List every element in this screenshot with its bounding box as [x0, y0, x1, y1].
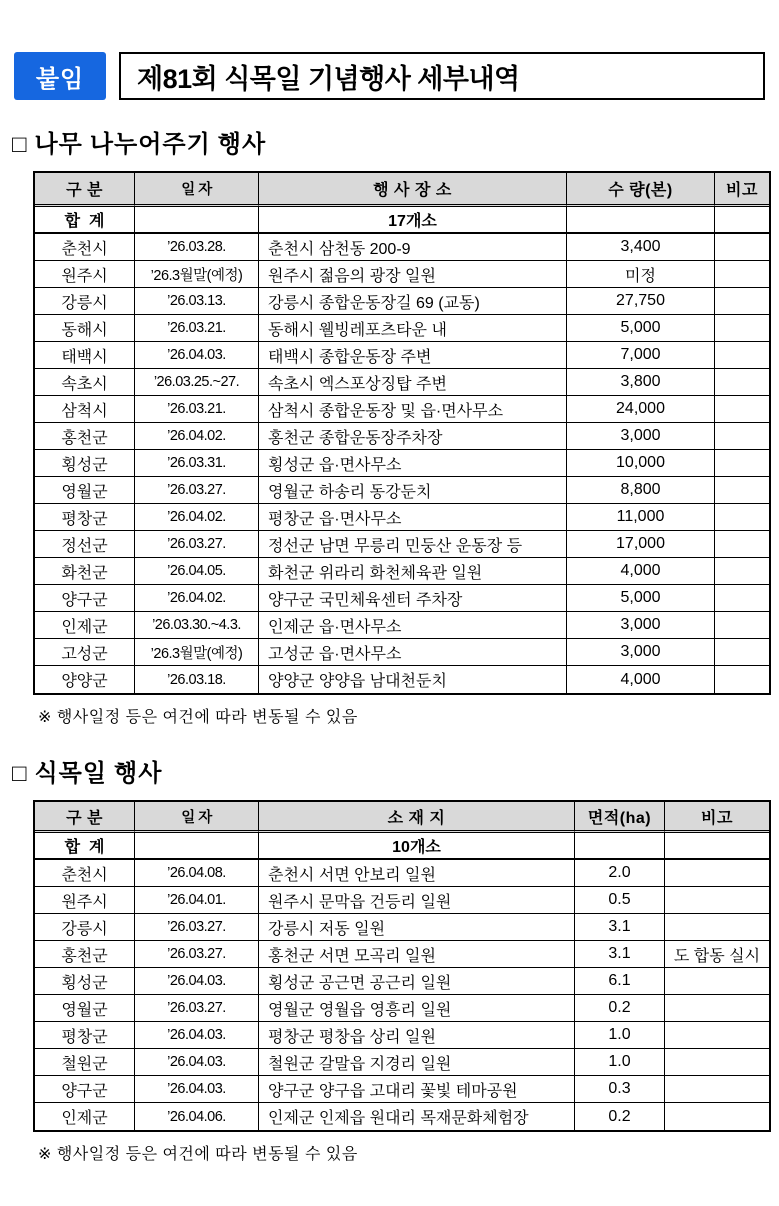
table-cell: 도 합동 실시 [665, 941, 769, 968]
summary-cell: 17개소 [259, 207, 567, 234]
table-cell: 횡성군 [35, 968, 135, 995]
table-cell [715, 477, 769, 504]
table-cell: 8,800 [567, 477, 715, 504]
table-cell: 정선군 [35, 531, 135, 558]
table-cell: 27,750 [567, 288, 715, 315]
table-cell: ’26.04.03. [135, 342, 259, 369]
table-cell: 6.1 [575, 968, 665, 995]
table-cell: 3.1 [575, 914, 665, 941]
table-cell: ’26.03.18. [135, 666, 259, 693]
table-cell [715, 261, 769, 288]
table-cell: 24,000 [567, 396, 715, 423]
table-cell: ’26.03.28. [135, 234, 259, 261]
column-header: 소 재 지 [259, 802, 575, 833]
table-cell [665, 860, 769, 887]
table-cell [665, 995, 769, 1022]
table-cell: ’26.04.05. [135, 558, 259, 585]
table-cell: 춘천시 [35, 860, 135, 887]
table-cell: 양구군 [35, 1076, 135, 1103]
attachment-badge: 붙임 [14, 52, 106, 100]
table-cell: 춘천시 서면 안보리 일원 [259, 860, 575, 887]
table-cell: ’26.03.13. [135, 288, 259, 315]
table-cell: 3.1 [575, 941, 665, 968]
table-cell: 3,400 [567, 234, 715, 261]
table-cell: 미정 [567, 261, 715, 288]
table-cell: 속초시 엑스포상징탑 주변 [259, 369, 567, 396]
table-cell: 평창군 [35, 504, 135, 531]
table-cell: 평창군 평창읍 상리 일원 [259, 1022, 575, 1049]
table-cell [715, 504, 769, 531]
footnote-arbor-day: ※ 행사일정 등은 여건에 따라 변동될 수 있음 [38, 1146, 358, 1163]
table-cell [715, 396, 769, 423]
table-cell: ’26.04.01. [135, 887, 259, 914]
table-cell: 화천군 위라리 화천체육관 일원 [259, 558, 567, 585]
column-header: 수 량(본) [567, 173, 715, 207]
section-tree-distribution [0, 124, 779, 727]
table-cell: 홍천군 [35, 941, 135, 968]
summary-cell [575, 833, 665, 860]
table-cell [715, 450, 769, 477]
table-cell: 3,000 [567, 423, 715, 450]
table-cell: 강릉시 [35, 914, 135, 941]
table-cell: 인제군 인제읍 원대리 목재문화체험장 [259, 1103, 575, 1130]
table-cell: 원주시 젊음의 광장 일원 [259, 261, 567, 288]
table-cell: 1.0 [575, 1022, 665, 1049]
table-cell: ’26.04.02. [135, 504, 259, 531]
document-header [14, 52, 765, 100]
table-cell: 평창군 읍·면사무소 [259, 504, 567, 531]
table-cell: 인제군 읍·면사무소 [259, 612, 567, 639]
table-cell [665, 968, 769, 995]
table-cell: 태백시 종합운동장 주변 [259, 342, 567, 369]
table-cell: 동해시 웰빙레포츠타운 내 [259, 315, 567, 342]
table-cell: 4,000 [567, 558, 715, 585]
section-heading-arbor-day: □ 식목일 행사 [12, 761, 163, 787]
table-cell [665, 1022, 769, 1049]
table-cell: 7,000 [567, 342, 715, 369]
column-header: 면적(ha) [575, 802, 665, 833]
table-cell [715, 585, 769, 612]
table-cell: 횡성군 읍·면사무소 [259, 450, 567, 477]
table-cell: ’26.04.03. [135, 968, 259, 995]
table-cell [715, 558, 769, 585]
table-cell: 영월군 [35, 477, 135, 504]
column-header: 비고 [665, 802, 769, 833]
table-cell: 3,000 [567, 639, 715, 666]
table-cell: 횡성군 [35, 450, 135, 477]
table-cell: 0.2 [575, 1103, 665, 1130]
table-cell [715, 369, 769, 396]
table-cell: ’26.03.27. [135, 914, 259, 941]
table-cell [715, 342, 769, 369]
summary-cell [715, 207, 769, 234]
table-cell: 철원군 갈말읍 지경리 일원 [259, 1049, 575, 1076]
table-cell: ’26.03.27. [135, 531, 259, 558]
table-cell: 원주시 [35, 261, 135, 288]
table-cell [715, 666, 769, 693]
column-header: 일 자 [135, 802, 259, 833]
table-cell: 0.2 [575, 995, 665, 1022]
table-cell: 강릉시 저동 일원 [259, 914, 575, 941]
table-cell: ’26.03.27. [135, 941, 259, 968]
table-cell: 강릉시 종합운동장길 69 (교동) [259, 288, 567, 315]
document-title-box [119, 52, 765, 100]
table-cell: 원주시 [35, 887, 135, 914]
summary-cell: 합 계 [35, 833, 135, 860]
table-cell: 인제군 [35, 612, 135, 639]
table-cell: 영월군 하송리 동강둔치 [259, 477, 567, 504]
table-cell [665, 914, 769, 941]
summary-cell [567, 207, 715, 234]
table-cell: 0.5 [575, 887, 665, 914]
table-cell: 2.0 [575, 860, 665, 887]
table-cell [665, 1049, 769, 1076]
table-cell: 5,000 [567, 585, 715, 612]
table-cell: ’26.03.21. [135, 396, 259, 423]
summary-cell: 10개소 [259, 833, 575, 860]
table-cell: 0.3 [575, 1076, 665, 1103]
table-cell: 고성군 [35, 639, 135, 666]
section-heading-tree-distribution: □ 나무 나누어주기 행사 [12, 132, 267, 158]
table-cell: 5,000 [567, 315, 715, 342]
table-cell: ’26.03.21. [135, 315, 259, 342]
column-header: 일 자 [135, 173, 259, 207]
table-cell: 양구군 [35, 585, 135, 612]
table-cell: 홍천군 [35, 423, 135, 450]
table-cell: 고성군 읍·면사무소 [259, 639, 567, 666]
footnote-tree-distribution: ※ 행사일정 등은 여건에 따라 변동될 수 있음 [38, 709, 358, 726]
table-cell: 영월군 [35, 995, 135, 1022]
table-cell: 동해시 [35, 315, 135, 342]
table-cell: 홍천군 서면 모곡리 일원 [259, 941, 575, 968]
table-cell: ’26.04.03. [135, 1076, 259, 1103]
table-cell: 양양군 양양읍 남대천둔치 [259, 666, 567, 693]
table-cell: 원주시 문막읍 건등리 일원 [259, 887, 575, 914]
summary-cell [135, 833, 259, 860]
table-cell [715, 423, 769, 450]
table-cell [665, 1103, 769, 1130]
table-cell: 1.0 [575, 1049, 665, 1076]
summary-cell [135, 207, 259, 234]
table-cell: 11,000 [567, 504, 715, 531]
table-cell: 17,000 [567, 531, 715, 558]
tree-distribution-table [33, 171, 771, 695]
column-header: 구 분 [35, 173, 135, 207]
table-cell: ’26.04.08. [135, 860, 259, 887]
table-cell: 영월군 영월읍 영흥리 일원 [259, 995, 575, 1022]
table-cell: ’26.04.03. [135, 1022, 259, 1049]
table-cell [665, 887, 769, 914]
document-page [0, 52, 779, 1206]
table-cell: 춘천시 삼천동 200-9 [259, 234, 567, 261]
table-cell: 정선군 남면 무릉리 민둥산 운동장 등 [259, 531, 567, 558]
table-cell: ’26.03.25.~27. [135, 369, 259, 396]
table-cell: 화천군 [35, 558, 135, 585]
table-cell: 삼척시 종합운동장 및 읍·면사무소 [259, 396, 567, 423]
table-cell: 3,000 [567, 612, 715, 639]
table-cell: ’26.03.27. [135, 995, 259, 1022]
table-cell: 3,800 [567, 369, 715, 396]
table-cell [715, 288, 769, 315]
summary-cell [665, 833, 769, 860]
table-cell [715, 315, 769, 342]
table-cell: 인제군 [35, 1103, 135, 1130]
table-cell: 횡성군 공근면 공근리 일원 [259, 968, 575, 995]
table-cell: 양구군 국민체육센터 주차장 [259, 585, 567, 612]
table-cell: 양구군 양구읍 고대리 꽃빛 테마공원 [259, 1076, 575, 1103]
table-cell [715, 639, 769, 666]
table-cell [715, 531, 769, 558]
table-cell: ’26.3월말(예정) [135, 639, 259, 666]
table-cell: 홍천군 종합운동장주차장 [259, 423, 567, 450]
table-cell: ’26.04.02. [135, 585, 259, 612]
table-cell [715, 234, 769, 261]
column-header: 구 분 [35, 802, 135, 833]
table-cell: ’26.04.02. [135, 423, 259, 450]
table-cell: 속초시 [35, 369, 135, 396]
table-cell: ’26.04.06. [135, 1103, 259, 1130]
table-cell: 삼척시 [35, 396, 135, 423]
table-cell: ’26.03.31. [135, 450, 259, 477]
table-cell: 평창군 [35, 1022, 135, 1049]
table-cell: 강릉시 [35, 288, 135, 315]
table-cell [665, 1076, 769, 1103]
table-cell: 철원군 [35, 1049, 135, 1076]
table-cell: 춘천시 [35, 234, 135, 261]
table-cell: 4,000 [567, 666, 715, 693]
summary-cell: 합 계 [35, 207, 135, 234]
table-cell: ’26.03.30.~4.3. [135, 612, 259, 639]
table-cell [715, 612, 769, 639]
arbor-day-table [33, 800, 771, 1132]
column-header: 행 사 장 소 [259, 173, 567, 207]
table-cell: 양양군 [35, 666, 135, 693]
table-cell: 10,000 [567, 450, 715, 477]
table-cell: ’26.04.03. [135, 1049, 259, 1076]
section-arbor-day-event [0, 753, 779, 1164]
table-cell: ’26.3월말(예정) [135, 261, 259, 288]
document-title: 제81회 식목일 기념행사 세부내역 [137, 63, 520, 94]
table-cell: 태백시 [35, 342, 135, 369]
column-header: 비고 [715, 173, 769, 207]
table-cell: ’26.03.27. [135, 477, 259, 504]
